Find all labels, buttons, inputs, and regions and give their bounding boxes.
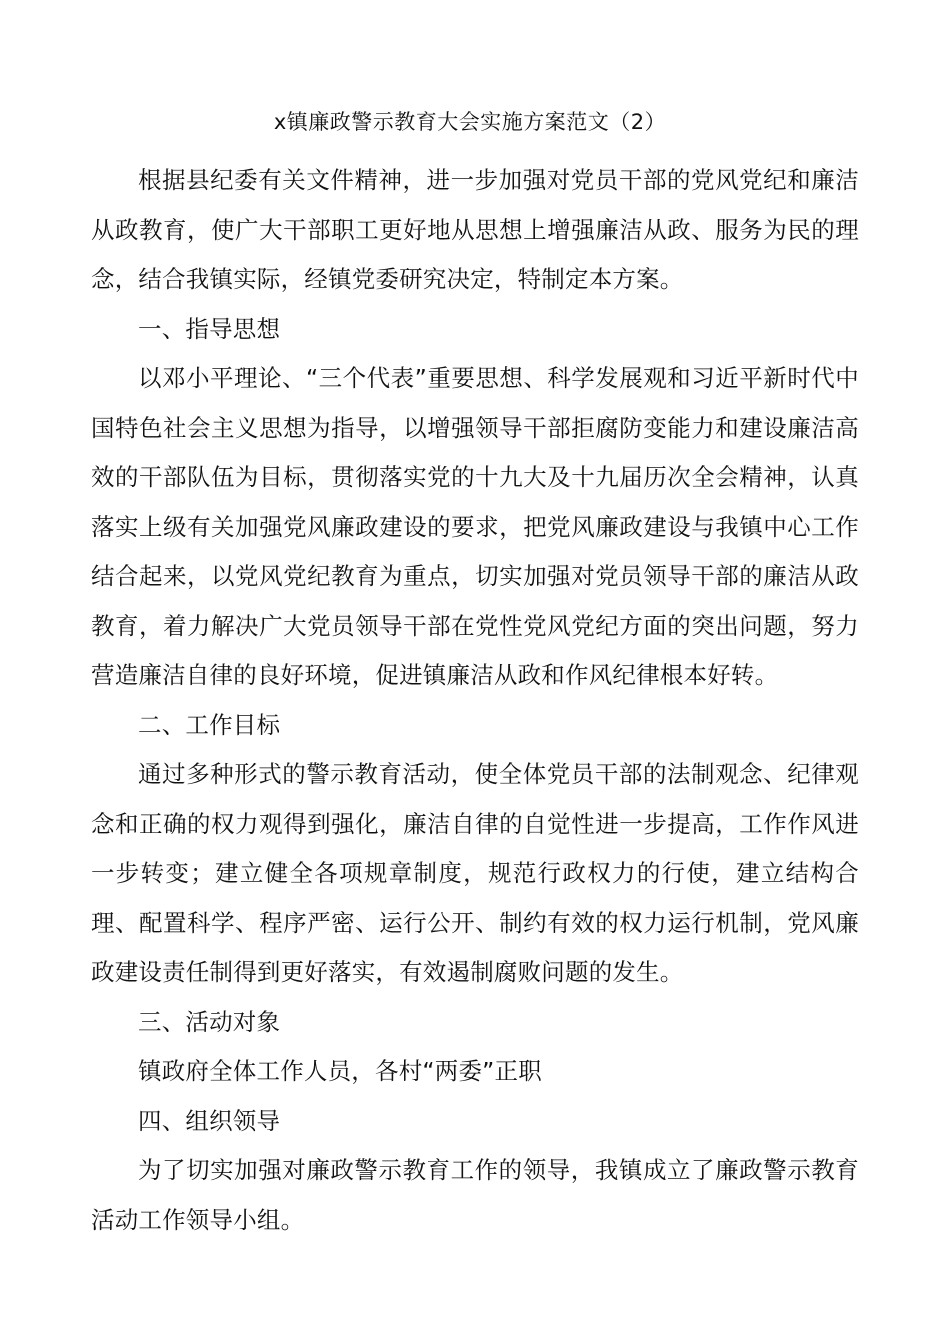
section-heading-participants: 三、活动对象 — [138, 1007, 281, 1036]
section-heading-guiding-ideology: 一、指导思想 — [138, 314, 281, 343]
paragraph-guiding-ideology: 以邓小平理论、“三个代表”重要思想、科学发展观和习近平新时代中国特色社会主义思想为指导，以增强领导干部拒腐防变能力和建设廉洁高效的干部队伍为目标，贯彻落实党的十九大及十九届历次全会精神，认真落实上级有关加强党风廉政建设的要求，把党风廉政建设与我镇中心工作结合起来，以党风党纪教育为重点，切实加强对党员领导干部的廉洁从政教育，着力解决广大党员领导干部在党性党风党纪方面的突出问题，努力营造廉洁自律的良好环境，促进镇廉洁从政和作风纪律根本好转。 — [91, 364, 859, 689]
paragraph-intro: 根据县纪委有关文件精神，进一步加强对党员干部的党风党纪和廉洁从政教育，使广大干部职工更好地从思想上增强廉洁从政、服务为民的理念，结合我镇实际，经镇党委研究决定，特制定本方案。 — [91, 166, 859, 293]
document-title: x镇廉政警示教育大会实施方案范文（2） — [273, 110, 667, 134]
paragraph-work-goals: 通过多种形式的警示教育活动，使全体党员干部的法制观念、纪律观念和正确的权力观得到强化，廉洁自律的自觉性进一步提高，工作作风进一步转变；建立健全各项规章制度，规范行政权力的行使，建立结构合理、配置科学、程序严密、运行公开、制约有效的权力运行机制，党风廉政建设责任制得到更好落实，有效遏制腐败问题的发生。 — [91, 760, 859, 986]
document-body — [91, 156, 859, 1245]
paragraph-organization: 为了切实加强对廉政警示教育工作的领导，我镇成立了廉政警示教育活动工作领导小组。 — [91, 1156, 859, 1234]
paragraph-participants: 镇政府全体工作人员，各村“两委”正职 — [138, 1057, 542, 1085]
section-heading-work-goals: 二、工作目标 — [138, 710, 281, 739]
section-heading-organization: 四、组织领导 — [138, 1106, 281, 1135]
